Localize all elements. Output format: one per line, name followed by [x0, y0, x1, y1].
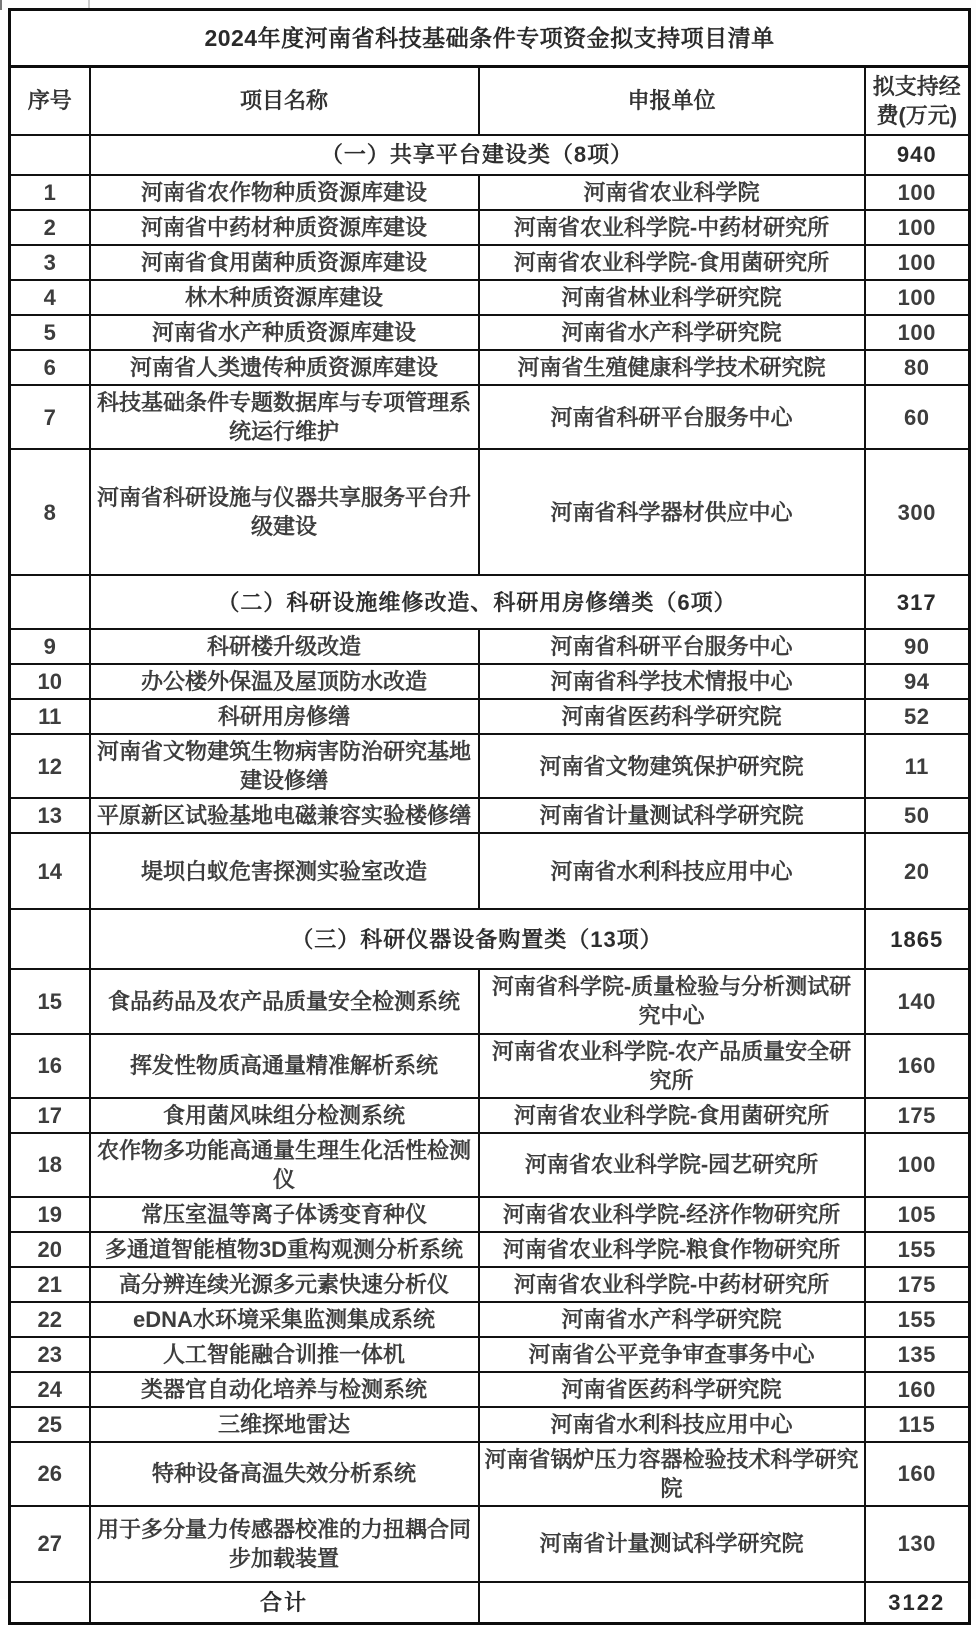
project-name: 三维探地雷达 [90, 1407, 479, 1442]
project-name: 人工智能融合训推一体机 [90, 1337, 479, 1372]
funding-amount: 140 [865, 969, 970, 1033]
project-name: 科研楼升级改造 [90, 629, 479, 664]
applicant-unit: 河南省农业科学院-食用菌研究所 [479, 1098, 865, 1133]
section-total: 1865 [865, 909, 970, 969]
funding-amount: 50 [865, 798, 970, 833]
table-row [10, 350, 970, 385]
table-row [10, 245, 970, 280]
row-serial: 3 [10, 245, 90, 280]
column-header-funding: 拟支持经费(万元) [865, 67, 970, 136]
row-serial: 1 [10, 175, 90, 210]
project-name: 林木种质资源库建设 [90, 280, 479, 315]
project-name: 特种设备高温失效分析系统 [90, 1442, 479, 1506]
section-total: 317 [865, 575, 970, 629]
total-serial-cell [10, 1582, 90, 1624]
row-serial: 4 [10, 280, 90, 315]
applicant-unit: 河南省农业科学院-经济作物研究所 [479, 1197, 865, 1232]
grand-total: 3122 [865, 1582, 970, 1624]
row-serial: 19 [10, 1197, 90, 1232]
applicant-unit: 河南省科学技术情报中心 [479, 664, 865, 699]
applicant-unit: 河南省水利科技应用中心 [479, 833, 865, 909]
project-name: 河南省人类遗传种质资源库建设 [90, 350, 479, 385]
table-row [10, 1034, 970, 1098]
total-label: 合计 [90, 1582, 479, 1624]
crop-stub-top [88, 0, 90, 8]
row-serial: 7 [10, 385, 90, 449]
project-name: 河南省食用菌种质资源库建设 [90, 245, 479, 280]
row-serial: 21 [10, 1267, 90, 1302]
applicant-unit: 河南省锅炉压力容器检验技术科学研究院 [479, 1442, 865, 1506]
table-row [10, 1442, 970, 1506]
applicant-unit: 河南省公平竞争审查事务中心 [479, 1337, 865, 1372]
funding-amount: 52 [865, 699, 970, 734]
table-row [10, 1197, 970, 1232]
row-serial: 12 [10, 734, 90, 798]
funding-amount: 130 [865, 1506, 970, 1582]
project-name: 食用菌风味组分检测系统 [90, 1098, 479, 1133]
table-row [10, 798, 970, 833]
applicant-unit: 河南省农业科学院-中药材研究所 [479, 210, 865, 245]
row-serial: 22 [10, 1302, 90, 1337]
funding-amount: 100 [865, 1133, 970, 1197]
title-row [10, 10, 970, 67]
table-row [10, 210, 970, 245]
applicant-unit: 河南省科研平台服务中心 [479, 629, 865, 664]
applicant-unit: 河南省科学院-质量检验与分析测试研究中心 [479, 969, 865, 1033]
section-total: 940 [865, 135, 970, 175]
applicant-unit: 河南省农业科学院-食用菌研究所 [479, 245, 865, 280]
row-serial: 11 [10, 699, 90, 734]
section-header-row [10, 135, 970, 175]
funding-amount: 160 [865, 1442, 970, 1506]
project-name: 农作物多功能高通量生理生化活性检测仪 [90, 1133, 479, 1197]
applicant-unit: 河南省科学器材供应中心 [479, 449, 865, 575]
project-name: 食品药品及农产品质量安全检测系统 [90, 969, 479, 1033]
project-name: 河南省农作物种质资源库建设 [90, 175, 479, 210]
project-name: 挥发性物质高通量精准解析系统 [90, 1034, 479, 1098]
table-row [10, 833, 970, 909]
funding-amount: 160 [865, 1372, 970, 1407]
row-serial: 14 [10, 833, 90, 909]
table-row [10, 1506, 970, 1582]
row-serial: 26 [10, 1442, 90, 1506]
funding-amount: 100 [865, 210, 970, 245]
funding-amount: 155 [865, 1302, 970, 1337]
project-name: 类器官自动化培养与检测系统 [90, 1372, 479, 1407]
table-row [10, 1098, 970, 1133]
table-body [10, 135, 970, 1624]
table-row [10, 664, 970, 699]
row-serial: 9 [10, 629, 90, 664]
section-label: （一）共享平台建设类（8项） [90, 135, 865, 175]
row-serial: 13 [10, 798, 90, 833]
row-serial: 8 [10, 449, 90, 575]
funding-amount: 135 [865, 1337, 970, 1372]
funding-amount: 160 [865, 1034, 970, 1098]
table-row [10, 385, 970, 449]
project-name: 河南省中药材种质资源库建设 [90, 210, 479, 245]
section-label: （二）科研设施维修改造、科研用房修缮类（6项） [90, 575, 865, 629]
funding-amount: 60 [865, 385, 970, 449]
table-row [10, 280, 970, 315]
table-row [10, 1337, 970, 1372]
table-row [10, 699, 970, 734]
total-row [10, 1582, 970, 1624]
header-row [10, 67, 970, 136]
applicant-unit: 河南省农业科学院-中药材研究所 [479, 1267, 865, 1302]
section-label: （三）科研仪器设备购置类（13项） [90, 909, 865, 969]
applicant-unit: 河南省农业科学院 [479, 175, 865, 210]
column-header-applicant-unit: 申报单位 [479, 67, 865, 136]
applicant-unit: 河南省水利科技应用中心 [479, 1407, 865, 1442]
project-name: 堤坝白蚁危害探测实验室改造 [90, 833, 479, 909]
table-row [10, 175, 970, 210]
project-name: 高分辨连续光源多元素快速分析仪 [90, 1267, 479, 1302]
row-serial: 25 [10, 1407, 90, 1442]
project-name: 办公楼外保温及屋顶防水改造 [90, 664, 479, 699]
section-header-row [10, 909, 970, 969]
row-serial: 24 [10, 1372, 90, 1407]
applicant-unit: 河南省农业科学院-农产品质量安全研究所 [479, 1034, 865, 1098]
table-row [10, 1133, 970, 1197]
row-serial: 2 [10, 210, 90, 245]
row-serial: 10 [10, 664, 90, 699]
applicant-unit: 河南省林业科学研究院 [479, 280, 865, 315]
funding-amount: 80 [865, 350, 970, 385]
table-row [10, 734, 970, 798]
table-row [10, 1372, 970, 1407]
column-header-project-name: 项目名称 [90, 67, 479, 136]
column-header-serial: 序号 [10, 67, 90, 136]
applicant-unit: 河南省计量测试科学研究院 [479, 1506, 865, 1582]
table-row [10, 1302, 970, 1337]
funding-amount: 100 [865, 315, 970, 350]
project-name: 常压室温等离子体诱变育种仪 [90, 1197, 479, 1232]
funding-amount: 100 [865, 245, 970, 280]
applicant-unit: 河南省科研平台服务中心 [479, 385, 865, 449]
applicant-unit: 河南省水产科学研究院 [479, 315, 865, 350]
table-row [10, 1407, 970, 1442]
funding-amount: 100 [865, 280, 970, 315]
funding-amount: 175 [865, 1098, 970, 1133]
section-serial-cell [10, 135, 90, 175]
row-serial: 20 [10, 1232, 90, 1267]
applicant-unit: 河南省水产科学研究院 [479, 1302, 865, 1337]
applicant-unit: 河南省生殖健康科学技术研究院 [479, 350, 865, 385]
applicant-unit: 河南省医药科学研究院 [479, 1372, 865, 1407]
funding-amount: 175 [865, 1267, 970, 1302]
row-serial: 17 [10, 1098, 90, 1133]
table-row [10, 1232, 970, 1267]
applicant-unit: 河南省农业科学院-粮食作物研究所 [479, 1232, 865, 1267]
section-serial-cell [10, 575, 90, 629]
row-serial: 6 [10, 350, 90, 385]
funding-projects-table [8, 8, 971, 1625]
crop-stub-top-left [0, 0, 2, 10]
project-name: 河南省科研设施与仪器共享服务平台升级建设 [90, 449, 479, 575]
funding-amount: 11 [865, 734, 970, 798]
row-serial: 23 [10, 1337, 90, 1372]
project-name: 河南省文物建筑生物病害防治研究基地建设修缮 [90, 734, 479, 798]
row-serial: 18 [10, 1133, 90, 1197]
table-row [10, 629, 970, 664]
funding-amount: 94 [865, 664, 970, 699]
project-name: 河南省水产种质资源库建设 [90, 315, 479, 350]
applicant-unit: 河南省医药科学研究院 [479, 699, 865, 734]
table-row [10, 315, 970, 350]
row-serial: 27 [10, 1506, 90, 1582]
applicant-unit: 河南省计量测试科学研究院 [479, 798, 865, 833]
project-name: eDNA水环境采集监测集成系统 [90, 1302, 479, 1337]
table-row [10, 969, 970, 1033]
project-name: 平原新区试验基地电磁兼容实验楼修缮 [90, 798, 479, 833]
table-title: 2024年度河南省科技基础条件专项资金拟支持项目清单 [10, 10, 970, 67]
project-name: 多通道智能植物3D重构观测分析系统 [90, 1232, 479, 1267]
applicant-unit: 河南省农业科学院-园艺研究所 [479, 1133, 865, 1197]
section-header-row [10, 575, 970, 629]
table-row [10, 449, 970, 575]
funding-amount: 20 [865, 833, 970, 909]
funding-amount: 90 [865, 629, 970, 664]
project-name: 用于多分量力传感器校准的力扭耦合同步加载装置 [90, 1506, 479, 1582]
funding-amount: 155 [865, 1232, 970, 1267]
section-serial-cell [10, 909, 90, 969]
applicant-unit: 河南省文物建筑保护研究院 [479, 734, 865, 798]
table-row [10, 1267, 970, 1302]
funding-amount: 115 [865, 1407, 970, 1442]
funding-amount: 100 [865, 175, 970, 210]
funding-amount: 105 [865, 1197, 970, 1232]
total-unit-cell [479, 1582, 865, 1624]
funding-amount: 300 [865, 449, 970, 575]
project-name: 科研用房修缮 [90, 699, 479, 734]
row-serial: 16 [10, 1034, 90, 1098]
row-serial: 15 [10, 969, 90, 1033]
row-serial: 5 [10, 315, 90, 350]
project-name: 科技基础条件专题数据库与专项管理系统运行维护 [90, 385, 479, 449]
